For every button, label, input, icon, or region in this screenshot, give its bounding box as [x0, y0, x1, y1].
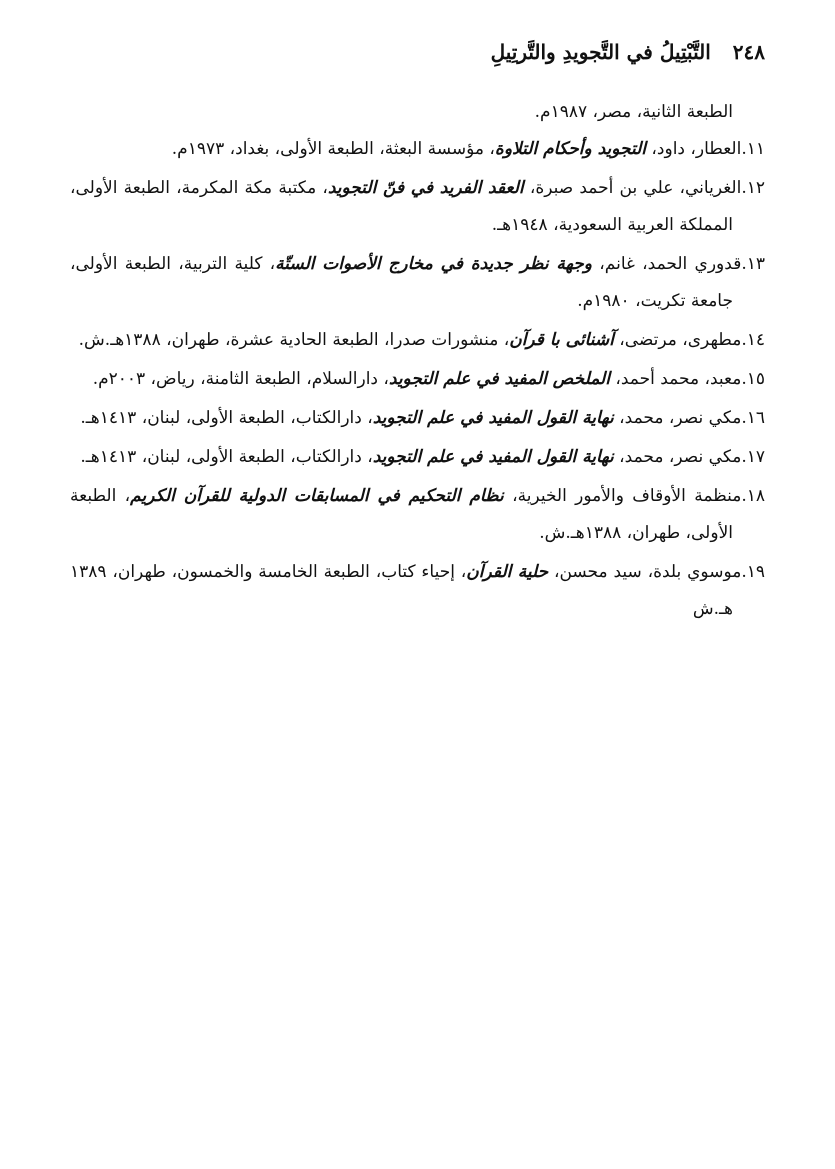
entry-number: ١٤.: [741, 330, 765, 350]
entry-author: منظمة الأوقاف والأمور الخيرية،: [503, 486, 742, 506]
entry-author: معبد، محمد أحمد،: [609, 369, 742, 389]
entry-work-title: آشنائی با قرآن: [509, 330, 614, 350]
entry-work-title: الملخص المفيد في علم التجويد: [388, 369, 610, 389]
bibliography-entry-14: [70, 322, 765, 359]
continuation-line: الطبعة الثانية، مصر، ١٩٨٧م.: [534, 102, 733, 122]
entry-publication: ، مكتبة مكة المكرمة، الطبعة الأولى، المملكة العربية السعودية، ١٩٤٨هـ.: [70, 178, 733, 235]
entry-number: ١٨.: [741, 486, 765, 506]
entry-number: ١١.: [741, 139, 765, 159]
entry-author: مكي نصر، محمد،: [613, 408, 742, 428]
bibliography-entry-16: [70, 400, 765, 437]
entry-work-title: نهاية القول المفيد في علم التجويد: [372, 447, 614, 467]
book-title: التَّبْتِيلُ في التَّجويدِ والتَّرتِيلِ: [490, 40, 711, 64]
entry-author: الغرياني، علي بن أحمد صبرة،: [523, 178, 742, 198]
entry-publication: ، كلية التربية، الطبعة الأولى، جامعة تكريت، ١٩٨٠م.: [70, 254, 733, 311]
bibliography-entry-12: [70, 170, 765, 244]
entry-work-title: التجويد وأحكام التلاوة: [494, 139, 647, 159]
bibliography-entry-11: [70, 131, 765, 168]
entry-number: ١٣.: [741, 254, 765, 274]
entry-author: موسوي بلدة، سيد محسن،: [548, 562, 742, 582]
entry-publication: ، مؤسسة البعثة، الطبعة الأولى، بغداد، ١٩٧٣م.: [171, 139, 495, 159]
entry-work-title: حلية القرآن: [466, 562, 549, 582]
bibliography-entry-18: [70, 478, 765, 552]
entry-publication: ، الطبعة الأولى، طهران، ١٣٨٨هـ.ش.: [70, 486, 733, 543]
entry-number: ١٩.: [741, 562, 765, 582]
entry-publication: ، دارالسلام، الطبعة الثامنة، رياض، ٢٠٠٣م.: [92, 369, 389, 389]
entry-number: ١٥.: [741, 369, 765, 389]
entry-publication: ، منشورات صدرا، الطبعة الحادية عشرة، طهران، ١٣٨٨هـ.ش.: [78, 330, 510, 350]
entry-work-title: نهاية القول المفيد في علم التجويد: [372, 408, 614, 428]
entry-publication: ، إحياء كتاب، الطبعة الخامسة والخمسون، طهران، ١٣٨٩ هـ.ش: [70, 562, 733, 619]
running-header: [70, 34, 765, 70]
entry-work-title: وجهة نظر جديدة في مخارج الأصوات الستّة: [275, 254, 593, 274]
page-number: ٢٤٨: [732, 40, 765, 64]
entry-publication: ، دارالكتاب، الطبعة الأولى، لبنان، ١٤١٣هـ.: [80, 408, 373, 428]
bibliography-entry-17: [70, 439, 765, 476]
entry-author: العطار، داود،: [646, 139, 742, 159]
entry-author: مطهری، مرتضی،: [613, 330, 742, 350]
entry-number: ١٧.: [741, 447, 765, 467]
entry-publication: ، دارالكتاب، الطبعة الأولى، لبنان، ١٤١٣هـ.: [80, 447, 373, 467]
entry-author: مكي نصر، محمد،: [613, 447, 742, 467]
bibliography-entry-13: [70, 246, 765, 320]
bibliography-list: [70, 94, 765, 630]
entry-number: ١٢.: [741, 178, 765, 198]
entry-work-title: نظام التحكيم في المسابقات الدولية للقرآن الكريم: [130, 486, 504, 506]
bibliography-entry-15: [70, 361, 765, 398]
bibliography-entry-19: [70, 554, 765, 628]
entry-author: قدوري الحمد، غانم،: [592, 254, 742, 274]
entry-number: ١٦.: [741, 408, 765, 428]
entry-work-title: العقد الفريد في فنّ التجويد: [327, 178, 524, 198]
